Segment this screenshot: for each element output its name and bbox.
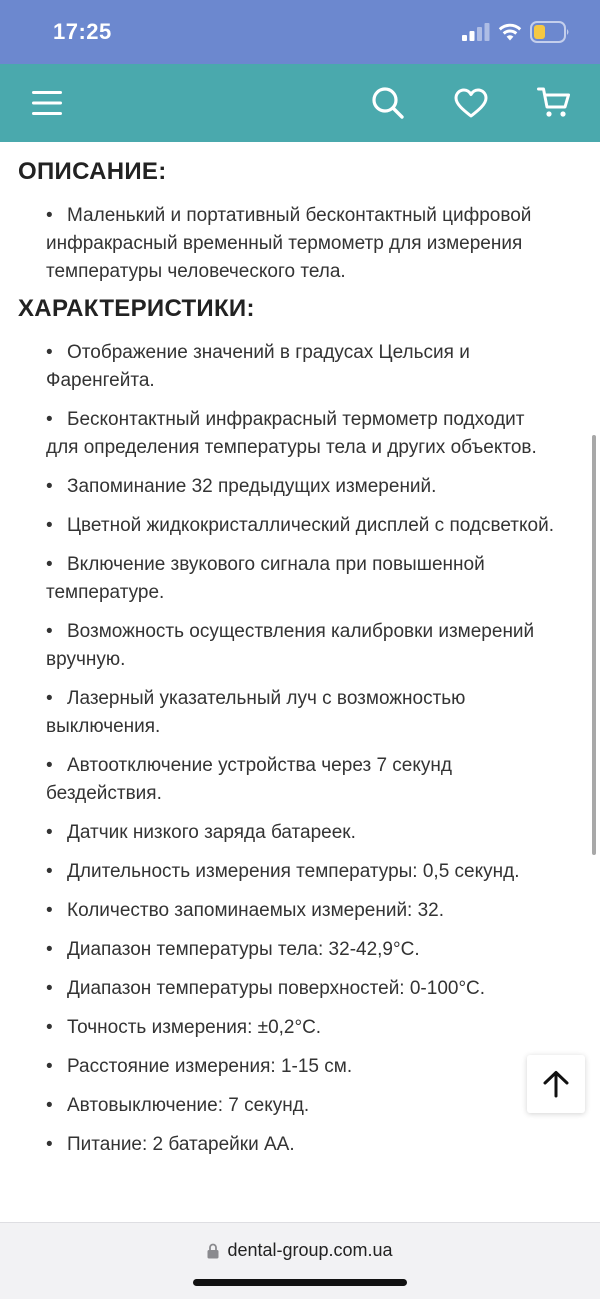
list-item <box>0 618 600 674</box>
browser-address-bar <box>0 1222 600 1299</box>
list-item <box>0 975 600 1003</box>
list-item <box>0 512 600 540</box>
list-item <box>0 819 600 847</box>
url-text: dental-group.com.ua <box>227 1240 393 1260</box>
wifi-icon <box>498 22 522 41</box>
list-item-text: Диапазон температуры поверхностей: 0-100°С. <box>67 978 486 999</box>
url-field[interactable] <box>0 1240 600 1261</box>
list-item-text: Возможность осуществления калибровки измерений вручную. <box>46 621 535 670</box>
description-title: ОПИСАНИЕ: <box>18 158 167 185</box>
list-item-text: Маленький и портативный бесконтактный цифровой инфракрасный временный термометр для измерения температуры человеческого тела. <box>46 205 532 282</box>
list-item <box>0 339 600 395</box>
heart-icon <box>454 88 488 118</box>
list-item <box>0 551 600 607</box>
bullet-icon: • <box>46 1134 53 1155</box>
bullet-icon: • <box>46 1056 53 1077</box>
bullet-icon: • <box>46 476 53 497</box>
bullet-icon: • <box>46 978 53 999</box>
list-item-text: Цветной жидкокристаллический дисплей с подсветкой. <box>67 515 554 536</box>
list-item-text: Отображение значений в градусах Цельсия и Фаренгейта. <box>46 342 470 391</box>
list-item-text: Датчик низкого заряда батареек. <box>67 822 356 843</box>
list-item-text: Бесконтактный инфракрасный термометр подходит для определения температуры тела и других объектов. <box>46 409 537 458</box>
list-item <box>0 202 600 286</box>
menu-button[interactable] <box>27 83 67 123</box>
list-item <box>0 1053 600 1081</box>
arrow-up-icon <box>543 1070 569 1098</box>
home-indicator[interactable] <box>193 1279 407 1286</box>
characteristics-title: ХАРАКТЕРИСТИКИ: <box>18 295 255 322</box>
favorites-button[interactable] <box>451 83 491 123</box>
list-item-text: Расстояние измерения: 1-15 см. <box>67 1056 353 1077</box>
list-item <box>0 897 600 925</box>
scrollbar[interactable] <box>592 435 596 855</box>
bullet-icon: • <box>46 900 53 921</box>
description-list <box>0 202 600 297</box>
product-description <box>0 142 600 1222</box>
status-bar <box>0 0 600 64</box>
bullet-icon: • <box>46 621 53 642</box>
search-icon <box>371 86 405 120</box>
list-item <box>0 1014 600 1042</box>
bullet-icon: • <box>46 861 53 882</box>
list-item-text: Количество запоминаемых измерений: 32. <box>67 900 445 921</box>
list-item-text: Длительность измерения температуры: 0,5 секунд. <box>67 861 520 882</box>
lock-icon <box>207 1243 219 1259</box>
cart-icon <box>537 87 571 119</box>
bullet-icon: • <box>46 1017 53 1038</box>
list-item-text: Включение звукового сигнала при повышенной температуре. <box>46 554 485 603</box>
signal-icon <box>462 23 490 41</box>
list-item <box>0 1092 600 1120</box>
list-item-text: Автоотключение устройства через 7 секунд бездействия. <box>46 755 452 804</box>
list-item <box>0 936 600 964</box>
list-item-text: Питание: 2 батарейки АА. <box>67 1134 295 1155</box>
site-header <box>0 64 600 142</box>
bullet-icon: • <box>46 205 53 226</box>
bullet-icon: • <box>46 822 53 843</box>
back-to-top-button[interactable] <box>527 1055 585 1113</box>
list-item-text: Автовыключение: 7 секунд. <box>67 1095 310 1116</box>
bullet-icon: • <box>46 1095 53 1116</box>
bullet-icon: • <box>46 554 53 575</box>
list-item-text: Диапазон температуры тела: 32-42,9°С. <box>67 939 420 960</box>
menu-icon <box>31 90 63 116</box>
list-item <box>0 685 600 741</box>
list-item <box>0 858 600 886</box>
bullet-icon: • <box>46 409 53 430</box>
bullet-icon: • <box>46 755 53 776</box>
list-item <box>0 1131 600 1159</box>
bullet-icon: • <box>46 939 53 960</box>
characteristics-list <box>0 339 600 1170</box>
battery-icon <box>530 20 570 44</box>
list-item <box>0 752 600 808</box>
status-time: 17:25 <box>53 19 112 44</box>
list-item-text: Лазерный указательный луч с возможностью выключения. <box>46 688 466 737</box>
bullet-icon: • <box>46 342 53 363</box>
list-item-text: Запоминание 32 предыдущих измерений. <box>67 476 437 497</box>
list-item <box>0 473 600 501</box>
bullet-icon: • <box>46 515 53 536</box>
list-item <box>0 406 600 462</box>
bullet-icon: • <box>46 688 53 709</box>
search-button[interactable] <box>368 83 408 123</box>
list-item-text: Точность измерения: ±0,2°С. <box>67 1017 322 1038</box>
cart-button[interactable] <box>534 83 574 123</box>
